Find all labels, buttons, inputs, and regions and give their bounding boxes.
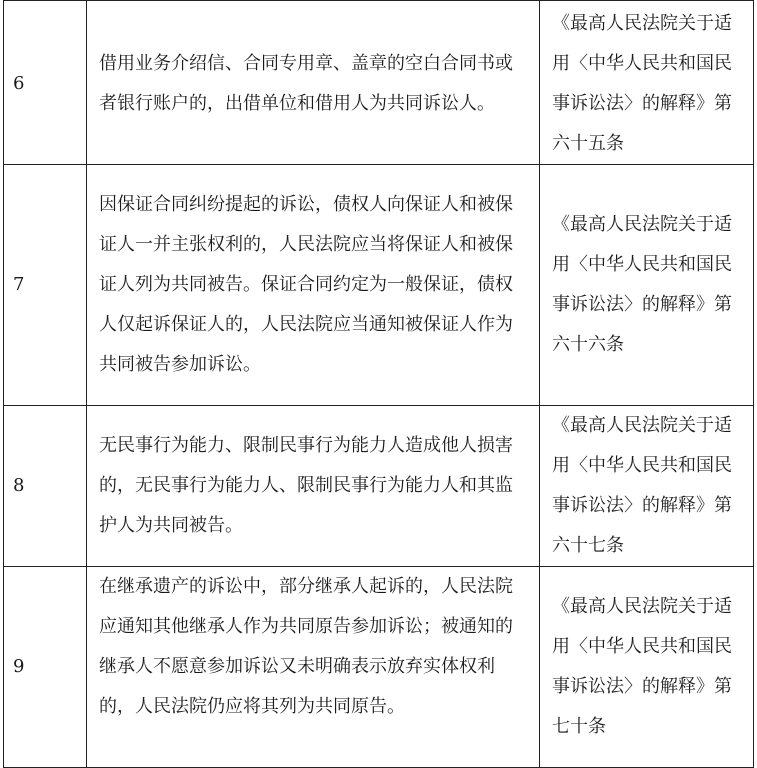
table-row <box>4 406 754 567</box>
row-number: 8 <box>4 406 87 567</box>
table-row <box>4 567 754 768</box>
table-row <box>4 1 754 165</box>
rule-content: 无民事行为能力、限制民事行为能力人造成他人损害的，无民事行为能力人、限制民事行为能力人和其监护人为共同被告。 <box>87 406 540 567</box>
row-number: 6 <box>4 1 87 165</box>
row-number: 7 <box>4 165 87 406</box>
rule-content: 因保证合同纠纷提起的诉讼，债权人向保证人和被保证人一并主张权利的，人民法院应当将保证人和被保证人列为共同被告。保证合同约定为一般保证，债权人仅起诉保证人的，人民法院应当通知被保证人作为共同被告参加诉讼。 <box>87 165 540 406</box>
row-number: 9 <box>4 567 87 768</box>
legal-source: 《最高人民法院关于适用〈中华人民共和国民事诉讼法〉的解释》第七十条 <box>540 567 754 768</box>
legal-source: 《最高人民法院关于适用〈中华人民共和国民事诉讼法〉的解释》第六十五条 <box>540 1 754 165</box>
legal-source: 《最高人民法院关于适用〈中华人民共和国民事诉讼法〉的解释》第六十七条 <box>540 406 754 567</box>
rule-content: 借用业务介绍信、合同专用章、盖章的空白合同书或者银行账户的，出借单位和借用人为共同诉讼人。 <box>87 1 540 165</box>
rule-content: 在继承遗产的诉讼中，部分继承人起诉的，人民法院应通知其他继承人作为共同原告参加诉讼；被通知的继承人不愿意参加诉讼又未明确表示放弃实体权利的，人民法院仍应将其列为共同原告。 <box>87 567 540 768</box>
table-row <box>4 165 754 406</box>
rules-table <box>3 0 754 768</box>
legal-source: 《最高人民法院关于适用〈中华人民共和国民事诉讼法〉的解释》第六十六条 <box>540 165 754 406</box>
